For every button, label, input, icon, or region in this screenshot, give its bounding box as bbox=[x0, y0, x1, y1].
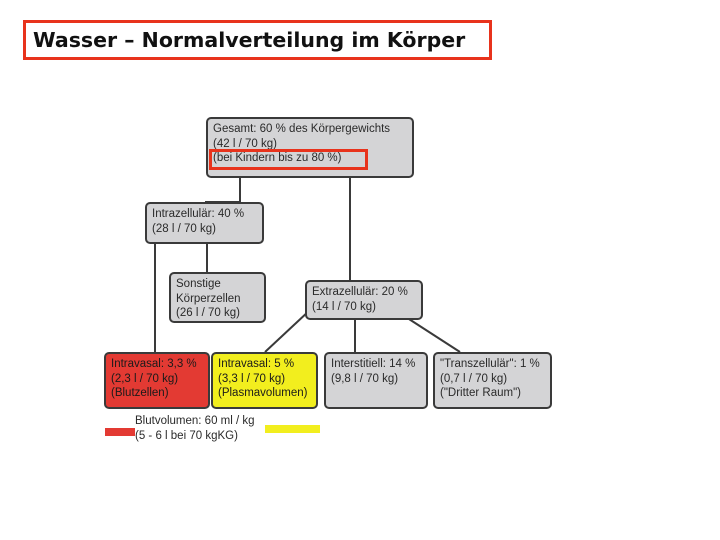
box-interstitial bbox=[324, 352, 428, 409]
box-transcellular-line: ("Dritter Raum") bbox=[440, 387, 521, 399]
box-extracellular bbox=[305, 280, 423, 320]
box-other-cells-line: (26 l / 70 kg) bbox=[176, 307, 240, 319]
box-other-cells-line: Sonstige bbox=[176, 278, 221, 290]
box-plasma-line: (Plasmavolumen) bbox=[218, 387, 308, 399]
box-other-cells-line: Körperzellen bbox=[176, 292, 241, 305]
box-intravasal-plasma bbox=[211, 352, 318, 409]
box-total-line: (42 l / 70 kg) bbox=[213, 137, 277, 150]
legend-line: (5 - 6 l bei 70 kgKG) bbox=[135, 429, 238, 442]
box-interstitial-line: (9,8 l / 70 kg) bbox=[331, 372, 399, 385]
box-plasma-line: (3,3 l / 70 kg) bbox=[218, 372, 286, 385]
legend-line: Blutvolumen: 60 ml / kg bbox=[135, 415, 255, 427]
box-transcellular bbox=[433, 352, 552, 409]
connector-extra-plasma bbox=[265, 310, 310, 352]
box-extracellular-line: Extrazellulär: 20 % bbox=[312, 286, 408, 298]
box-plasma-line: Intravasal: 5 % bbox=[218, 358, 295, 370]
box-bloodcells-line: (2,3 l / 70 kg) bbox=[111, 372, 179, 385]
box-intracellular-line: Intrazellulär: 40 % bbox=[152, 208, 245, 220]
legend-blood-volume bbox=[135, 414, 255, 443]
box-bloodcells-line: (Blutzellen) bbox=[111, 387, 169, 399]
connector-total-intracellular bbox=[205, 178, 240, 202]
box-bloodcells-line: Intravasal: 3,3 % bbox=[111, 358, 197, 370]
box-total-line: (bei Kindern bis zu 80 %) bbox=[213, 152, 342, 164]
box-intravasal-bloodcells bbox=[104, 352, 210, 409]
highlight-children-note bbox=[209, 149, 368, 170]
box-interstitial-line: Interstitiell: 14 % bbox=[331, 358, 416, 370]
box-transcellular-line: "Transzellulär": 1 % bbox=[440, 358, 540, 370]
box-extracellular-line: (14 l / 70 kg) bbox=[312, 300, 376, 313]
box-transcellular-line: (0,7 l / 70 kg) bbox=[440, 372, 508, 385]
box-intracellular bbox=[145, 202, 264, 244]
legend-yellow-swatch bbox=[265, 425, 320, 433]
slide-title-text: Wasser – Normalverteilung im Körper bbox=[33, 28, 466, 52]
box-other-cells bbox=[169, 272, 266, 323]
legend-red-swatch bbox=[105, 428, 135, 436]
box-intracellular-line: (28 l / 70 kg) bbox=[152, 222, 216, 235]
box-total-line: Gesamt: 60 % des Körpergewichts bbox=[213, 123, 391, 135]
